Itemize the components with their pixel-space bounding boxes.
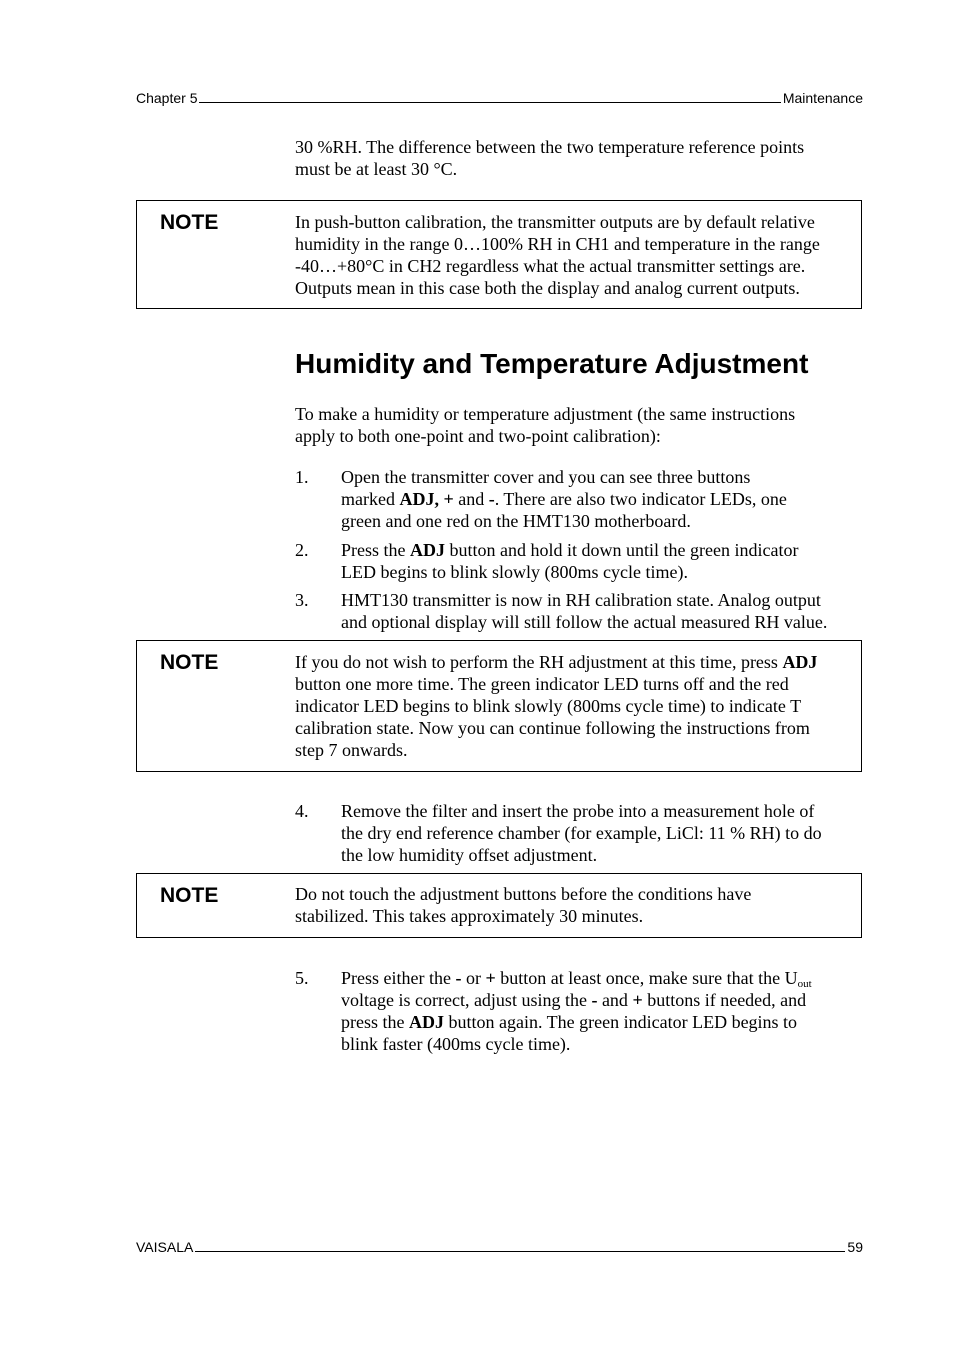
step-2 — [295, 539, 865, 583]
step-number: 1. — [295, 467, 309, 487]
step-4 — [295, 800, 865, 866]
note-line: -40…+80°C in CH2 regardless what the actual transmitter settings are. — [295, 256, 806, 276]
lead-paragraph — [295, 403, 865, 447]
note-line: button one more time. The green indicator LED turns off and the red — [295, 674, 789, 694]
note-box — [136, 873, 862, 938]
step-line: and optional display will still follow the actual measured RH value. — [341, 612, 828, 632]
intro-line: must be at least 30 °C. — [295, 159, 458, 179]
note-box — [136, 640, 862, 772]
note-line: If you do not wish to perform the RH adjustment at this time, press ADJ — [295, 652, 818, 672]
step-number: 5. — [295, 968, 309, 988]
note-text — [295, 651, 859, 761]
page-footer — [136, 1239, 863, 1255]
lead-line: apply to both one-point and two-point calibration): — [295, 426, 661, 446]
intro-line: 30 %RH. The difference between the two temperature reference points — [295, 137, 805, 157]
note-line: Outputs mean in this case both the display and analog current outputs. — [295, 278, 800, 298]
step-line: Open the transmitter cover and you can see three buttons — [341, 467, 751, 487]
step-1 — [295, 466, 865, 532]
section-label: Maintenance — [782, 90, 863, 106]
page-number: 59 — [847, 1239, 863, 1255]
step-line: the dry end reference chamber (for example, LiCl: 11 % RH) to do — [341, 823, 822, 843]
header-rule — [199, 101, 780, 103]
chapter-label: Chapter 5 — [136, 90, 198, 106]
step-line: Press the ADJ button and hold it down until the green indicator — [341, 540, 799, 560]
note-label: NOTE — [160, 884, 219, 907]
step-line: HMT130 transmitter is now in RH calibration state. Analog output — [341, 590, 821, 610]
note-line: humidity in the range 0…100% RH in CH1 and temperature in the range — [295, 234, 820, 254]
step-line: the low humidity offset adjustment. — [341, 845, 598, 865]
section-heading: Humidity and Temperature Adjustment — [295, 348, 809, 379]
note-line: stabilized. This takes approximately 30 minutes. — [295, 906, 644, 926]
step-number: 2. — [295, 540, 309, 560]
step-line: press the ADJ button again. The green indicator LED begins to — [341, 1012, 798, 1032]
note-text — [295, 211, 859, 299]
note-box — [136, 200, 862, 309]
note-line: indicator LED begins to blink slowly (800ms cycle time) to indicate T — [295, 696, 802, 716]
step-line: marked ADJ, + and -. There are also two indicator LEDs, one — [341, 489, 787, 509]
step-line: green and one red on the HMT130 motherboard. — [341, 511, 691, 531]
footer-rule — [195, 1250, 845, 1252]
intro-paragraph — [295, 136, 865, 180]
step-line: LED begins to blink slowly (800ms cycle time). — [341, 562, 688, 582]
note-text — [295, 883, 859, 927]
note-line: In push-button calibration, the transmitter outputs are by default relative — [295, 212, 815, 232]
step-line: Remove the filter and insert the probe into a measurement hole of — [341, 801, 815, 821]
note-line: step 7 onwards. — [295, 740, 408, 760]
step-line: blink faster (400ms cycle time). — [341, 1034, 571, 1054]
lead-line: To make a humidity or temperature adjustment (the same instructions — [295, 404, 796, 424]
step-line: voltage is correct, adjust using the - and + buttons if needed, and — [341, 990, 807, 1010]
company-label: VAISALA — [136, 1239, 194, 1255]
step-line: Press either the - or + button at least once, make sure that the $U_{out}$ — [341, 968, 812, 990]
note-label: NOTE — [160, 651, 219, 674]
page-header — [136, 90, 863, 106]
note-line: Do not touch the adjustment buttons before the conditions have — [295, 884, 752, 904]
step-3 — [295, 589, 865, 633]
note-line: calibration state. Now you can continue following the instructions from — [295, 718, 810, 738]
step-5 — [295, 967, 865, 1055]
step-number: 4. — [295, 801, 309, 821]
note-label: NOTE — [160, 211, 219, 234]
step-number: 3. — [295, 590, 309, 610]
